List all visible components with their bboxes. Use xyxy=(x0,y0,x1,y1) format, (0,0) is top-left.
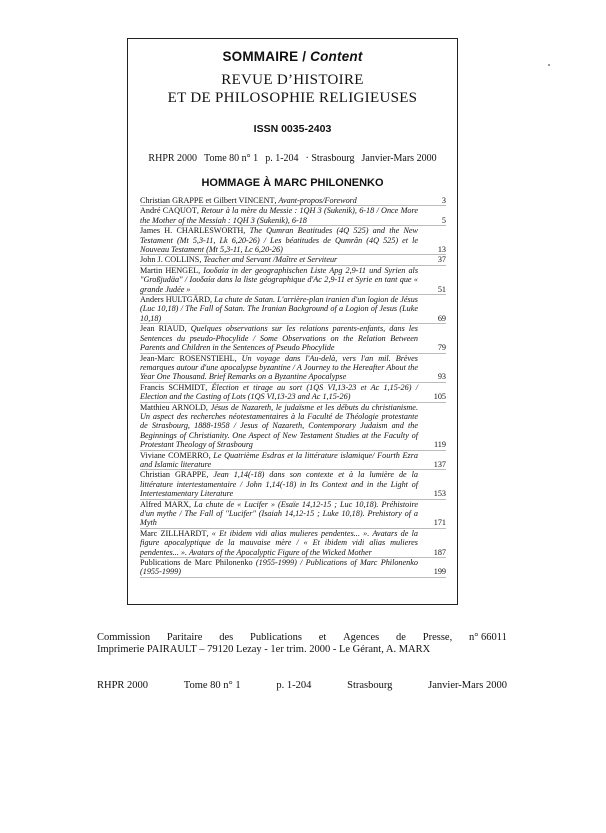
toc-author: Christian GRAPPE et Gilbert VINCENT xyxy=(140,196,275,205)
toc-entry xyxy=(140,295,446,324)
toc-page: 153 xyxy=(433,489,446,499)
toc-author: Jean RIAUD xyxy=(140,324,185,334)
ref-date: Janvier-Mars 2000 xyxy=(361,153,437,164)
toc-title: , The Qumran Beatitudes (4Q 525) and the New Testament (Mt 5,3-11, Lk 6,20-26) / Les béatitudes de Qumrân (4Q 525) et le Nouveau Testament (Mt 5,3-11, Lc 6,20-26) xyxy=(140,226,419,255)
toc-page: 13 xyxy=(437,245,446,255)
toc-author: Christian GRAPPE xyxy=(140,470,207,480)
toc-entry xyxy=(140,470,446,499)
toc-page: 199 xyxy=(433,567,446,577)
toc-author: Publications de Marc Philonenko xyxy=(140,558,253,568)
issue-reference xyxy=(128,153,457,164)
toc-entry xyxy=(140,324,446,353)
toc-entry xyxy=(140,226,446,255)
toc-entry xyxy=(140,403,446,451)
content-label: Content xyxy=(310,49,363,64)
toc-author: André CAQUOT xyxy=(140,206,197,216)
toc-entry xyxy=(140,451,446,471)
toc-author: John J. COLLINS xyxy=(140,255,200,265)
toc-title: , Avant-propos/Foreword xyxy=(274,196,357,205)
toc-page: 137 xyxy=(433,459,446,469)
page-footer xyxy=(97,680,507,691)
toc-author: Alfred MARX xyxy=(140,499,189,509)
toc-author: Jean-Marc ROSENSTIEHL xyxy=(140,353,235,363)
ref-volume: Tome 80 n° 1 xyxy=(204,153,259,164)
toc-title: , Quelques observations sur les relations parents-enfants, dans les Sentences du pseudo-Phocylide / Some Observations on the Relation Between Parents and Children in the Sentences of Pseudo Phocylide xyxy=(140,324,418,353)
issn: ISSN 0035-2403 xyxy=(253,123,332,135)
commission-word: Agences xyxy=(343,632,380,643)
commission-line xyxy=(97,632,507,644)
commission-number: n° 66011 xyxy=(468,632,507,643)
toc-page: 79 xyxy=(437,343,446,353)
toc-entry xyxy=(140,255,446,265)
toc-page: 3 xyxy=(441,196,446,205)
toc-page: 51 xyxy=(437,284,446,294)
toc-title: , Ιουδαία in der geographischen Liste Apg 2,9-11 und Syrien als "Großjudäa" / Ιουδαία dans la liste géographique d'Ac 2,9-11 et Syrie en tant que « grande Judée » xyxy=(140,265,419,294)
toc-entry xyxy=(140,500,446,529)
section-title: HOMMAGE À MARC PHILONENKO xyxy=(201,177,384,189)
scan-speck xyxy=(548,64,550,66)
ref-pages: p. 1-204 xyxy=(265,153,299,164)
journal-title-line1: REVUE D’HISTOIRE xyxy=(221,72,364,88)
toc-page: 187 xyxy=(433,547,446,557)
toc-entry xyxy=(140,266,446,295)
toc-entry xyxy=(140,354,446,383)
toc-title: (1955-1999) / Publications of Marc Philonenko (1955-1999) xyxy=(140,558,418,577)
toc-page: 171 xyxy=(433,518,446,528)
sommaire-heading xyxy=(128,49,457,64)
commission-word: Presse, xyxy=(422,632,453,643)
toc-title: , La chute de Satan. L'arrière-plan iranien d'un logion de Jésus (Luc 10,18) / The Fall of Satan. The Iranian Background of a Logion of Jesus (Luke 10,18) xyxy=(140,295,418,323)
toc-entry xyxy=(140,196,446,206)
toc-title: , Élection et tirage au sort (1QS VI,13-23 et Ac 1,15-26) / Election and the Casting of Lots (1QS VI,13-23 and Ac 1,15-26) xyxy=(140,382,418,402)
commission-word: des xyxy=(219,632,234,643)
toc-entry xyxy=(140,206,446,226)
journal-title-line2: ET DE PHILOSOPHIE RELIGIEUSES xyxy=(167,90,418,106)
toc-author: Marc ZILLHARDT xyxy=(140,528,207,538)
toc-title: , Jean 1,14(-18) dans son contexte et à la lumière de la littérature intertestamentaire / John 1,14(-18) in Its Context and in the Light of Intertestamentary Literature xyxy=(140,470,418,499)
toc-author: Matthieu ARNOLD xyxy=(140,402,206,412)
toc-title: , Jésus de Nazareth, le judaïsme et les débuts du christianisme. Un aspect des recherches néotestamentaires à la Faculté de Théologie protestante de Strasbourg, 1888-1958 / Jesus of Nazareth, Contemporary Judaism and the Beginnings of Christianity. One Aspect of New Testament Studies at the Faculty of Protestant Theology of Strasbourg xyxy=(140,402,418,450)
footer-volume: Tome 80 n° 1 xyxy=(183,680,241,691)
commission-word: de xyxy=(396,632,406,643)
printer-line: Imprimerie PAIRAULT – 79120 Lezay - 1er trim. 2000 - Le Gérant, A. MARX xyxy=(97,644,431,655)
toc-author: Martin HENGEL xyxy=(140,265,199,275)
toc-title: , Retour à la mère du Messie : 1QH 3 (Sukenik), 6-18 / Once More the Mother of the Messiah : 1QH 3 (Sukenik), 6-18 xyxy=(140,206,418,225)
contents-frame xyxy=(127,38,458,605)
toc-title: , Le Quatrième Esdras et la littérature islamique/ Fourth Ezra and Islamic literature xyxy=(140,450,418,469)
toc-page: 69 xyxy=(437,313,446,323)
ref-journal: RHPR 2000 xyxy=(148,153,198,164)
toc-author: Anders HULTGÅRD xyxy=(140,295,210,305)
toc-author: Francis SCHMIDT xyxy=(140,382,206,392)
publisher-info xyxy=(97,632,507,656)
toc-author: Viviane COMERRO xyxy=(140,450,209,460)
toc-entry xyxy=(140,558,446,578)
sommaire-label: SOMMAIRE / xyxy=(222,49,311,64)
commission-word: et xyxy=(318,632,327,643)
toc-title: , Un voyage dans l'Au-delà, vers l'an mil. Brèves remarques autour d'une apocalypse byzantine / A Journey to the Hereafter About the Year One Thousand. Brief Remarks on a Byzantine Apocalypse xyxy=(140,353,418,382)
toc-page: 119 xyxy=(434,440,446,450)
ref-place: · Strasbourg xyxy=(305,153,355,164)
toc-entry xyxy=(140,529,446,558)
commission-word: Publications xyxy=(250,632,302,643)
commission-word: Commission xyxy=(97,632,151,643)
journal-title xyxy=(128,71,457,107)
toc-page: 37 xyxy=(437,255,446,265)
toc-author: James H. CHARLESWORTH xyxy=(140,226,244,236)
table-of-contents xyxy=(140,196,446,578)
toc-title: , La chute de « Lucifer » (Esaïe 14,12-15 ; Luc 10,18). Préhistoire d'un mythe / The Fall of "Lucifer" (Isaiah 14,12-15 ; Luke 10,18). Prehistory of a Myth xyxy=(140,499,419,528)
toc-page: 5 xyxy=(441,215,446,225)
footer-date: Janvier-Mars 2000 xyxy=(428,680,507,691)
toc-entry xyxy=(140,383,446,403)
toc-page: 93 xyxy=(437,372,446,382)
footer-place: Strasbourg xyxy=(347,680,393,691)
footer-pages: p. 1-204 xyxy=(276,680,312,691)
toc-page: 105 xyxy=(433,392,446,402)
footer-journal: RHPR 2000 xyxy=(97,680,149,691)
commission-word: Paritaire xyxy=(166,632,203,643)
toc-title: , Teacher and Servant /Maître et Serviteur xyxy=(199,255,338,265)
toc-title: , « Et ibidem vidi alias mulieres pendentes... ». Avatars de la figure apocalyptique de la mauvaise mère / « Et ibidem vidi alias mulieres pendentes... ». Avatars of the Apocalyptic Figure of the Wicked Mother xyxy=(140,528,418,557)
